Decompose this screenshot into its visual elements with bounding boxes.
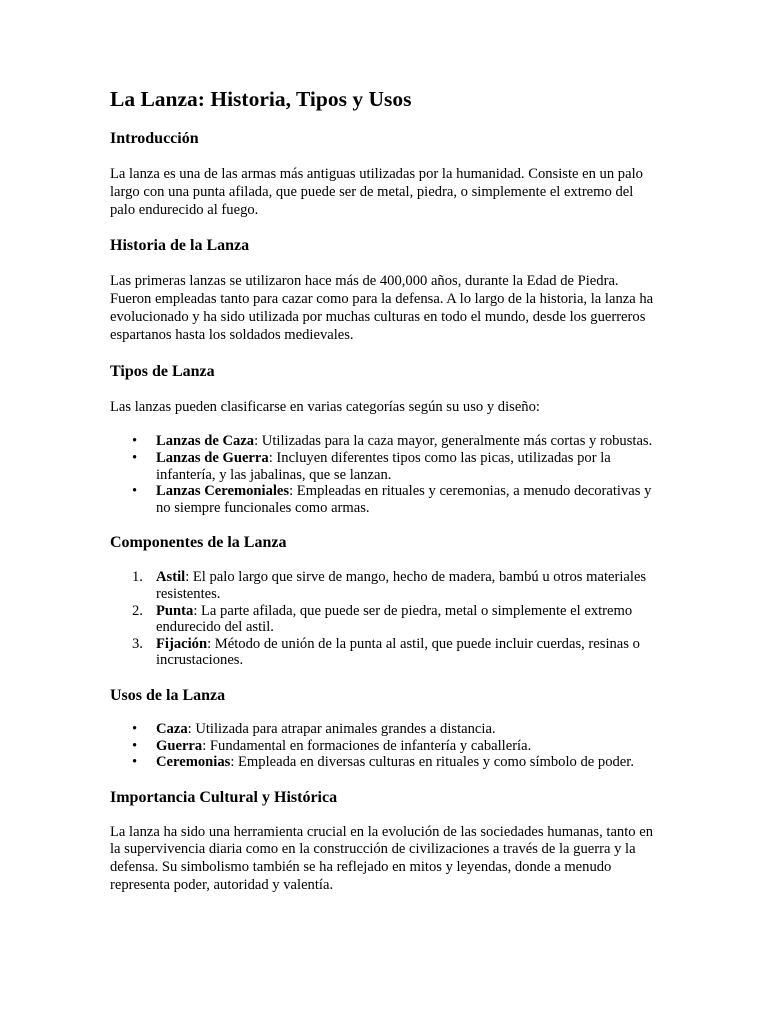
list-number: 2.	[132, 602, 143, 619]
heading-components: Componentes de la Lanza	[110, 534, 287, 552]
list-item	[110, 569, 662, 602]
list-item-term: Lanzas de Caza	[156, 433, 255, 450]
list-item-desc: : Incluyen diferentes tipos como las picas, utilizadas por la infantería, y las jabalinas, que se lanzan.	[156, 449, 611, 483]
list-number: 1.	[132, 569, 143, 586]
list-item	[110, 721, 662, 738]
list-item-term: Ceremonias	[156, 754, 231, 771]
list-item	[110, 603, 662, 636]
paragraph-types: Las lanzas pueden clasificarse en varias categorías según su uso y diseño:	[110, 398, 540, 415]
list-item-term: Punta	[156, 602, 194, 619]
paragraph-history: Las primeras lanzas se utilizaron hace más de 400,000 años, durante la Edad de Piedra. Fueron empleadas tanto para cazar como para la defensa. A lo largo de la historia, la lanza ha evolucionado y ha sido utilizada por muchas culturas en todo el mundo, desde los guerreros espartanos hasta los soldados medievales.	[110, 273, 654, 343]
list-item-desc: : Empleadas en rituales y ceremonias, a menudo decorativas y no siempre funcionales como armas.	[156, 483, 652, 516]
list-item-desc: : Utilizadas para la caza mayor, generalmente más cortas y robustas.	[254, 433, 653, 450]
list-item	[110, 738, 662, 755]
list-item-term: Astil	[156, 569, 186, 586]
document-page	[110, 86, 662, 895]
list-item	[110, 450, 662, 483]
list-item-desc: : Fundamental en formaciones de infantería y caballería.	[202, 737, 532, 754]
list-item-term: Lanzas de Guerra	[156, 449, 269, 466]
list-item-term: Caza	[156, 720, 188, 737]
bullet-icon: •	[132, 449, 138, 466]
heading-importance: Importancia Cultural y Histórica	[110, 788, 338, 806]
bullet-icon: •	[132, 433, 138, 450]
heading-introduction: Introducción	[110, 130, 199, 147]
list-number: 3.	[132, 635, 143, 652]
document-title: La Lanza: Historia, Tipos y Usos	[110, 87, 412, 111]
list-item-term: Guerra	[156, 737, 203, 754]
paragraph-introduction: La lanza es una de las armas más antiguas utilizadas por la humanidad. Consiste en un palo largo con una punta afilada, que puede ser de metal, piedra, o simplemente el extremo del palo endurecido al fuego.	[110, 166, 643, 218]
list-item	[110, 483, 662, 516]
list-item-desc: : El palo largo que sirve de mango, hecho de madera, bambú u otros materiales resistentes.	[156, 569, 647, 602]
list-item	[110, 636, 662, 669]
list-item	[110, 433, 662, 450]
paragraph-importance: La lanza ha sido una herramienta crucial en la evolución de las sociedades humanas, tanto en la supervivencia diaria como en la construcción de civilizaciones a través de la guerra y la defensa. Su simbolismo también se ha reflejado en mitos y leyendas, donde a menudo representa poder, autoridad y valentía.	[110, 823, 653, 894]
list-item-desc: : La parte afilada, que puede ser de piedra, metal o simplemente el extremo endurecido del astil.	[156, 602, 633, 636]
heading-types: Tipos de Lanza	[110, 362, 215, 380]
heading-history: Historia de la Lanza	[110, 237, 250, 255]
bullet-icon: •	[132, 483, 138, 500]
components-list	[110, 569, 662, 669]
bullet-icon: •	[132, 737, 138, 754]
list-item-term: Fijación	[156, 635, 208, 652]
bullet-icon: •	[132, 720, 138, 737]
list-item-desc: : Empleada en diversas culturas en rituales y como símbolo de poder.	[230, 754, 634, 771]
list-item-desc: : Utilizada para atrapar animales grandes a distancia.	[187, 720, 496, 737]
uses-list	[110, 721, 662, 771]
bullet-icon: •	[132, 754, 138, 771]
list-item-desc: : Método de unión de la punta al astil, que puede incluir cuerdas, resinas o incrustaciones.	[156, 635, 640, 669]
types-list	[110, 433, 662, 516]
list-item-term: Lanzas Ceremoniales	[156, 483, 290, 500]
list-item	[110, 754, 662, 771]
heading-uses: Usos de la Lanza	[110, 686, 226, 704]
